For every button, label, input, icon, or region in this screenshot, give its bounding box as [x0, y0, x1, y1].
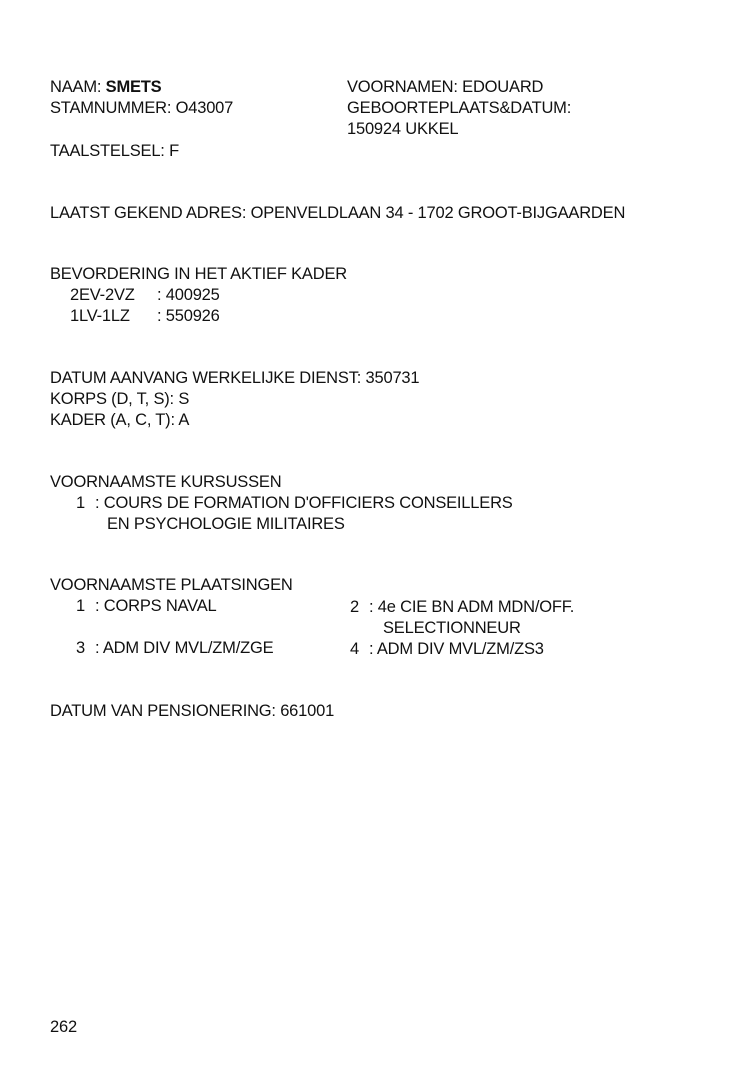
naam-line	[50, 77, 161, 97]
stamnummer: STAMNUMMER: O43007	[50, 99, 234, 117]
plaatsing-number: 3	[76, 639, 85, 657]
geboorte-label: GEBOORTEPLAATS&DATUM:	[347, 99, 572, 117]
taalstelsel: TAALSTELSEL: F	[50, 142, 179, 160]
plaatsingen-heading: VOORNAAMSTE PLAATSINGEN	[50, 576, 293, 594]
voornamen: VOORNAMEN: EDOUARD	[347, 78, 544, 96]
pensionering: DATUM VAN PENSIONERING: 661001	[50, 702, 335, 720]
kursus-line: EN PSYCHOLOGIE MILITAIRES	[107, 515, 345, 533]
plaatsing-number: 4	[350, 640, 359, 658]
plaatsing-number: 2	[350, 598, 359, 616]
kader: KADER (A, C, T): A	[50, 411, 190, 429]
bevordering-heading: BEVORDERING IN HET AKTIEF KADER	[50, 265, 347, 283]
geboorte-value: 150924 UKKEL	[347, 120, 459, 138]
bevordering-date: : 550926	[157, 307, 220, 325]
dienst-aanvang: DATUM AANVANG WERKELIJKE DIENST: 350731	[50, 369, 420, 387]
bevordering-grade: 2EV-2VZ	[70, 286, 135, 304]
plaatsing-line: SELECTIONNEUR	[383, 619, 521, 637]
page-number: 262	[50, 1018, 77, 1036]
plaatsing-number: 1	[76, 597, 85, 615]
plaatsing-line: : ADM DIV MVL/ZM/ZS3	[369, 640, 544, 658]
korps: KORPS (D, T, S): S	[50, 390, 190, 408]
plaatsing-line: : 4e CIE BN ADM MDN/OFF.	[369, 598, 575, 616]
kursus-number: 1	[76, 494, 85, 512]
naam-label: NAAM:	[50, 78, 106, 96]
kursussen-heading: VOORNAAMSTE KURSUSSEN	[50, 473, 282, 491]
kursus-line: : COURS DE FORMATION D'OFFICIERS CONSEILLERS	[95, 494, 513, 512]
plaatsing-line: : CORPS NAVAL	[95, 597, 217, 615]
plaatsing-line: : ADM DIV MVL/ZM/ZGE	[95, 639, 274, 657]
adres: LAATST GEKEND ADRES: OPENVELDLAAN 34 - 1702 GROOT-BIJGAARDEN	[50, 204, 626, 222]
naam-value: SMETS	[105, 78, 162, 96]
bevordering-grade: 1LV-1LZ	[70, 307, 130, 325]
bevordering-date: : 400925	[157, 286, 220, 304]
